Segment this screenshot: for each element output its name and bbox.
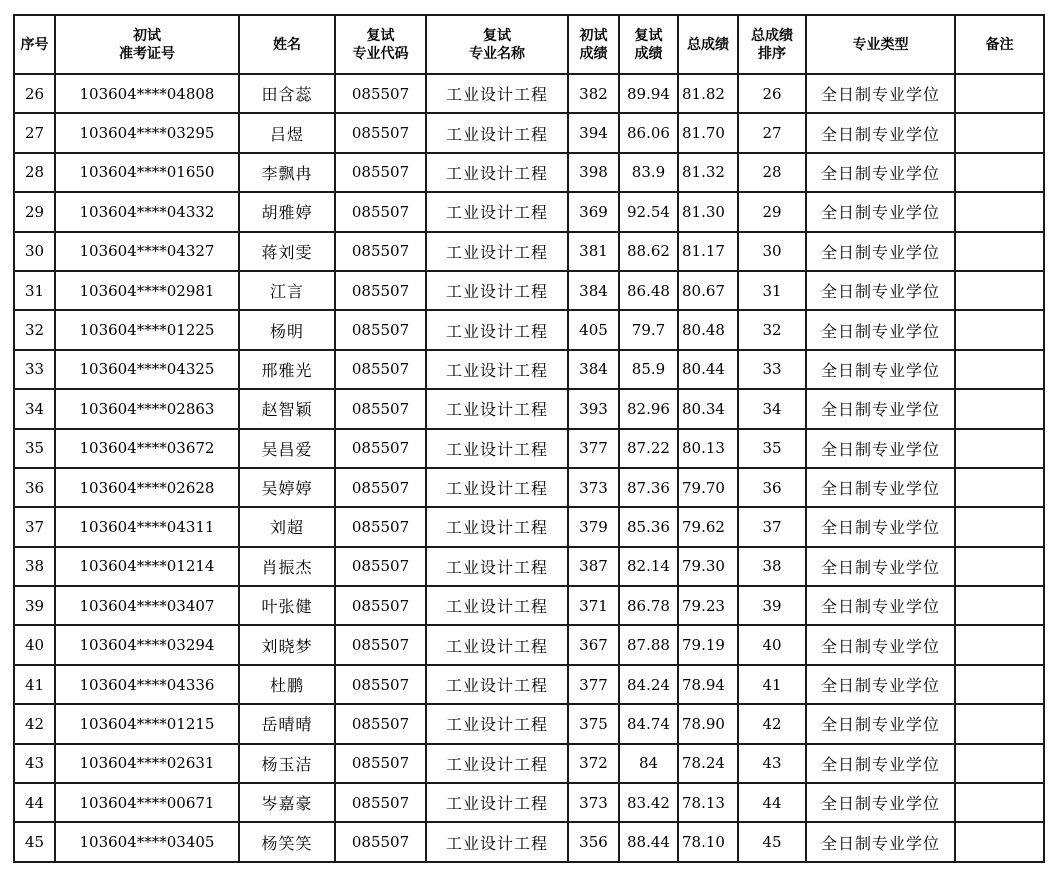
cell-major-code: 085507 [335,704,426,743]
cell-total-score: 81.17 [678,232,738,271]
cell-total-rank: 29 [738,192,806,231]
cell-major-type: 全日制专业学位 [806,704,955,743]
table-row [14,271,1044,310]
cell-remarks [955,232,1044,271]
cell-index: 43 [14,744,55,783]
table-row [14,507,1044,546]
table-body [14,74,1044,862]
column-header-total-score [678,15,738,74]
cell-name: 叶张健 [239,586,335,625]
cell-exam-id: 103604****01650 [55,153,239,192]
cell-remarks [955,74,1044,113]
cell-major-name: 工业设计工程 [426,507,568,546]
cell-major-type: 全日制专业学位 [806,232,955,271]
column-header-major-name [426,15,568,74]
cell-major-type: 全日制专业学位 [806,744,955,783]
cell-major-type: 全日制专业学位 [806,783,955,822]
cell-prelim-score: 379 [568,507,619,546]
cell-prelim-score: 372 [568,744,619,783]
header-label-line: 备注 [985,36,1014,53]
cell-prelim-score: 387 [568,547,619,586]
cell-total-score: 80.48 [678,310,738,349]
cell-major-name: 工业设计工程 [426,744,568,783]
cell-name: 蒋刘雯 [239,232,335,271]
cell-index: 37 [14,507,55,546]
cell-name: 赵智颖 [239,389,335,428]
cell-total-score: 81.70 [678,113,738,152]
cell-total-score: 78.10 [678,822,738,861]
cell-remarks [955,271,1044,310]
cell-prelim-score: 373 [568,783,619,822]
cell-remarks [955,507,1044,546]
cell-name: 吴婷婷 [239,468,335,507]
cell-exam-id: 103604****04327 [55,232,239,271]
cell-remarks [955,429,1044,468]
table-row [14,704,1044,743]
cell-name: 刘晓梦 [239,625,335,664]
cell-prelim-score: 373 [568,468,619,507]
cell-total-rank: 39 [738,586,806,625]
cell-retest-score: 83.42 [619,783,678,822]
cell-remarks [955,113,1044,152]
cell-major-code: 085507 [335,547,426,586]
cell-name: 江言 [239,271,335,310]
cell-exam-id: 103604****01225 [55,310,239,349]
cell-name: 刘超 [239,507,335,546]
column-header-major-type [806,15,955,74]
cell-index: 32 [14,310,55,349]
table-row [14,429,1044,468]
table-row [14,468,1044,507]
cell-name: 肖振杰 [239,547,335,586]
column-header-prelim-score [568,15,619,74]
header-label-line: 复试 [483,27,511,44]
cell-total-rank: 43 [738,744,806,783]
cell-retest-score: 84 [619,744,678,783]
cell-remarks [955,744,1044,783]
cell-total-score: 79.30 [678,547,738,586]
cell-index: 38 [14,547,55,586]
cell-prelim-score: 356 [568,822,619,861]
cell-major-name: 工业设计工程 [426,389,568,428]
cell-total-score: 79.62 [678,507,738,546]
cell-name: 杜鹏 [239,665,335,704]
cell-name: 李飘冉 [239,153,335,192]
cell-retest-score: 87.36 [619,468,678,507]
cell-exam-id: 103604****00671 [55,783,239,822]
cell-major-code: 085507 [335,74,426,113]
header-label-line: 序号 [20,36,49,53]
cell-index: 36 [14,468,55,507]
cell-major-code: 085507 [335,507,426,546]
header-row [14,15,1044,74]
cell-major-type: 全日制专业学位 [806,74,955,113]
cell-major-type: 全日制专业学位 [806,507,955,546]
column-header-exam-id [55,15,239,74]
header-label-line: 成绩 [634,45,663,62]
cell-retest-score: 82.14 [619,547,678,586]
cell-retest-score: 85.9 [619,350,678,389]
cell-major-name: 工业设计工程 [426,468,568,507]
table-row [14,783,1044,822]
cell-major-name: 工业设计工程 [426,625,568,664]
cell-retest-score: 85.36 [619,507,678,546]
cell-remarks [955,704,1044,743]
column-header-name [239,15,335,74]
cell-name: 杨玉洁 [239,744,335,783]
cell-prelim-score: 375 [568,704,619,743]
cell-total-rank: 42 [738,704,806,743]
cell-remarks [955,192,1044,231]
cell-exam-id: 103604****01215 [55,704,239,743]
cell-major-name: 工业设计工程 [426,113,568,152]
cell-name: 吴昌爱 [239,429,335,468]
cell-remarks [955,350,1044,389]
cell-retest-score: 83.9 [619,153,678,192]
cell-index: 42 [14,704,55,743]
cell-major-code: 085507 [335,113,426,152]
cell-exam-id: 103604****03294 [55,625,239,664]
cell-major-code: 085507 [335,389,426,428]
table-row [14,744,1044,783]
cell-total-score: 78.24 [678,744,738,783]
cell-major-type: 全日制专业学位 [806,665,955,704]
cell-exam-id: 103604****02631 [55,744,239,783]
cell-total-score: 81.82 [678,74,738,113]
cell-index: 33 [14,350,55,389]
cell-prelim-score: 371 [568,586,619,625]
cell-major-type: 全日制专业学位 [806,468,955,507]
cell-remarks [955,389,1044,428]
cell-remarks [955,665,1044,704]
cell-total-rank: 37 [738,507,806,546]
cell-retest-score: 88.44 [619,822,678,861]
cell-major-code: 085507 [335,468,426,507]
cell-major-name: 工业设计工程 [426,271,568,310]
table-row [14,389,1044,428]
cell-total-score: 80.44 [678,350,738,389]
table-row [14,665,1044,704]
score-table [13,14,1045,863]
cell-major-code: 085507 [335,310,426,349]
cell-total-score: 81.32 [678,153,738,192]
cell-exam-id: 103604****03295 [55,113,239,152]
cell-major-name: 工业设计工程 [426,783,568,822]
cell-index: 41 [14,665,55,704]
cell-name: 吕煜 [239,113,335,152]
cell-major-name: 工业设计工程 [426,192,568,231]
cell-total-score: 79.19 [678,625,738,664]
cell-major-name: 工业设计工程 [426,665,568,704]
cell-major-type: 全日制专业学位 [806,389,955,428]
cell-total-score: 81.30 [678,192,738,231]
cell-major-code: 085507 [335,586,426,625]
cell-prelim-score: 367 [568,625,619,664]
cell-prelim-score: 398 [568,153,619,192]
cell-major-name: 工业设计工程 [426,429,568,468]
cell-index: 31 [14,271,55,310]
cell-major-type: 全日制专业学位 [806,192,955,231]
cell-major-type: 全日制专业学位 [806,822,955,861]
cell-major-code: 085507 [335,192,426,231]
cell-exam-id: 103604****04325 [55,350,239,389]
cell-prelim-score: 377 [568,429,619,468]
cell-major-type: 全日制专业学位 [806,113,955,152]
cell-exam-id: 103604****04311 [55,507,239,546]
header-label-line: 专业代码 [352,45,409,62]
cell-remarks [955,547,1044,586]
cell-major-name: 工业设计工程 [426,232,568,271]
cell-total-score: 78.13 [678,783,738,822]
cell-total-rank: 45 [738,822,806,861]
header-label-line: 排序 [758,45,786,62]
cell-retest-score: 89.94 [619,74,678,113]
table-row [14,310,1044,349]
table-row [14,822,1044,861]
cell-major-type: 全日制专业学位 [806,271,955,310]
cell-retest-score: 84.24 [619,665,678,704]
cell-major-code: 085507 [335,822,426,861]
header-label-line: 准考证号 [119,45,175,62]
cell-exam-id: 103604****04336 [55,665,239,704]
cell-index: 26 [14,74,55,113]
cell-index: 34 [14,389,55,428]
table-row [14,625,1044,664]
cell-total-rank: 38 [738,547,806,586]
cell-name: 杨笑笑 [239,822,335,861]
header-label-line: 复试 [366,27,395,44]
cell-total-score: 80.13 [678,429,738,468]
column-header-retest-score [619,15,678,74]
cell-major-name: 工业设计工程 [426,350,568,389]
cell-total-rank: 30 [738,232,806,271]
cell-name: 岑嘉豪 [239,783,335,822]
cell-major-code: 085507 [335,153,426,192]
cell-name: 邢雅光 [239,350,335,389]
cell-major-code: 085507 [335,232,426,271]
cell-prelim-score: 384 [568,350,619,389]
cell-prelim-score: 394 [568,113,619,152]
cell-name: 田含蕊 [239,74,335,113]
cell-total-rank: 34 [738,389,806,428]
cell-prelim-score: 393 [568,389,619,428]
cell-major-type: 全日制专业学位 [806,547,955,586]
table-row [14,153,1044,192]
cell-retest-score: 84.74 [619,704,678,743]
cell-major-name: 工业设计工程 [426,153,568,192]
cell-prelim-score: 405 [568,310,619,349]
cell-total-rank: 33 [738,350,806,389]
cell-total-score: 79.70 [678,468,738,507]
cell-total-score: 78.90 [678,704,738,743]
cell-total-rank: 28 [738,153,806,192]
table-row [14,74,1044,113]
cell-remarks [955,310,1044,349]
header-label-line: 成绩 [579,45,608,62]
cell-remarks [955,783,1044,822]
cell-retest-score: 86.78 [619,586,678,625]
cell-total-rank: 31 [738,271,806,310]
cell-exam-id: 103604****01214 [55,547,239,586]
cell-major-name: 工业设计工程 [426,704,568,743]
cell-major-code: 085507 [335,665,426,704]
cell-total-score: 79.23 [678,586,738,625]
cell-total-score: 80.34 [678,389,738,428]
cell-retest-score: 86.48 [619,271,678,310]
cell-major-type: 全日制专业学位 [806,350,955,389]
cell-prelim-score: 381 [568,232,619,271]
cell-remarks [955,153,1044,192]
cell-total-rank: 36 [738,468,806,507]
cell-total-rank: 44 [738,783,806,822]
column-header-major-code [335,15,426,74]
cell-major-code: 085507 [335,783,426,822]
cell-total-rank: 35 [738,429,806,468]
cell-name: 岳晴晴 [239,704,335,743]
cell-major-type: 全日制专业学位 [806,586,955,625]
cell-exam-id: 103604****02628 [55,468,239,507]
cell-index: 44 [14,783,55,822]
cell-total-rank: 27 [738,113,806,152]
cell-remarks [955,586,1044,625]
cell-exam-id: 103604****02981 [55,271,239,310]
table-row [14,113,1044,152]
cell-exam-id: 103604****03672 [55,429,239,468]
cell-remarks [955,468,1044,507]
cell-retest-score: 92.54 [619,192,678,231]
cell-retest-score: 88.62 [619,232,678,271]
cell-major-name: 工业设计工程 [426,547,568,586]
cell-total-rank: 40 [738,625,806,664]
cell-major-code: 085507 [335,744,426,783]
header-label-line: 总成绩 [751,27,793,44]
cell-major-type: 全日制专业学位 [806,625,955,664]
cell-name: 胡雅婷 [239,192,335,231]
cell-major-code: 085507 [335,625,426,664]
header-label-line: 总成绩 [687,36,729,53]
cell-index: 39 [14,586,55,625]
cell-major-name: 工业设计工程 [426,310,568,349]
cell-major-type: 全日制专业学位 [806,310,955,349]
cell-remarks [955,822,1044,861]
cell-total-score: 80.67 [678,271,738,310]
cell-index: 27 [14,113,55,152]
cell-name: 杨明 [239,310,335,349]
table-row [14,350,1044,389]
cell-exam-id: 103604****03405 [55,822,239,861]
cell-exam-id: 103604****02863 [55,389,239,428]
cell-retest-score: 86.06 [619,113,678,152]
table-row [14,232,1044,271]
cell-retest-score: 79.7 [619,310,678,349]
cell-index: 30 [14,232,55,271]
cell-prelim-score: 377 [568,665,619,704]
table-header [14,15,1044,74]
table-row [14,192,1044,231]
cell-prelim-score: 382 [568,74,619,113]
cell-retest-score: 87.22 [619,429,678,468]
header-label-line: 复试 [634,27,663,44]
cell-prelim-score: 369 [568,192,619,231]
cell-index: 40 [14,625,55,664]
cell-exam-id: 103604****04808 [55,74,239,113]
cell-prelim-score: 384 [568,271,619,310]
header-label-line: 专业类型 [852,36,909,53]
cell-exam-id: 103604****03407 [55,586,239,625]
header-label-line: 初试 [579,27,608,44]
header-label-line: 初试 [133,27,161,44]
column-header-remarks [955,15,1044,74]
table-row [14,586,1044,625]
cell-index: 45 [14,822,55,861]
cell-major-type: 全日制专业学位 [806,153,955,192]
cell-major-name: 工业设计工程 [426,74,568,113]
cell-retest-score: 82.96 [619,389,678,428]
cell-major-code: 085507 [335,350,426,389]
cell-total-score: 78.94 [678,665,738,704]
cell-total-rank: 26 [738,74,806,113]
cell-retest-score: 87.88 [619,625,678,664]
table-row [14,547,1044,586]
column-header-total-rank [738,15,806,74]
cell-exam-id: 103604****04332 [55,192,239,231]
header-label-line: 姓名 [273,36,301,53]
cell-index: 28 [14,153,55,192]
cell-index: 29 [14,192,55,231]
cell-major-name: 工业设计工程 [426,586,568,625]
cell-major-code: 085507 [335,271,426,310]
column-header-index [14,15,55,74]
cell-major-name: 工业设计工程 [426,822,568,861]
cell-major-code: 085507 [335,429,426,468]
cell-total-rank: 32 [738,310,806,349]
cell-remarks [955,625,1044,664]
cell-index: 35 [14,429,55,468]
header-label-line: 专业名称 [469,45,525,62]
cell-total-rank: 41 [738,665,806,704]
cell-major-type: 全日制专业学位 [806,429,955,468]
